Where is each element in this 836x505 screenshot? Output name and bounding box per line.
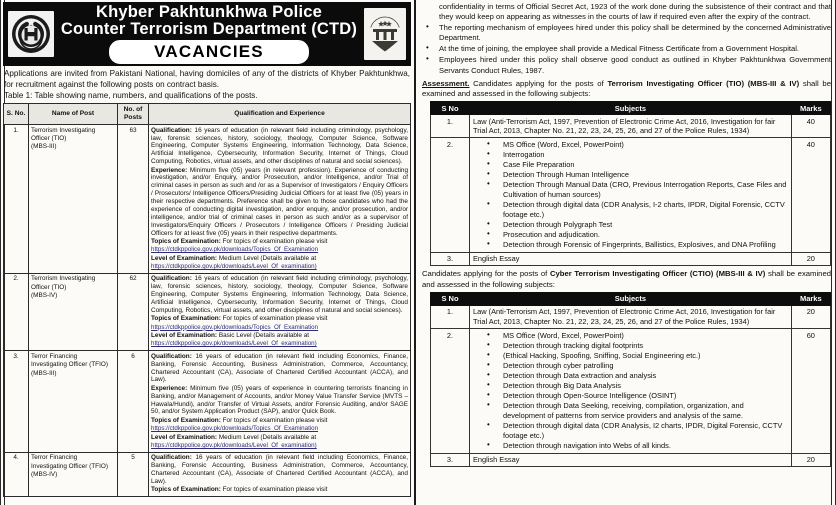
qualification-text: Qualification: 16 years of education (in relevant field including criminology, psychology, law, forensic sciences, history, sociology, theology, Computer Science, Software Engineering, Computer Systems Engineering, Information Technology, Data Science, Artificial Intelligence, Cybersecurity, Information Security, Internet of Things, Cloud Computing, Robotics, virtual assets, and other disciplines of natural and social sciences). bbox=[151, 275, 408, 314]
org-title-line2: Counter Terrorism Department (CTD) bbox=[60, 19, 358, 38]
level-label: Level of Examination: bbox=[151, 332, 218, 340]
topics-label: Topics of Examination: bbox=[151, 237, 221, 245]
intro-paragraph: Applications are invited from Pakistani National, having domiciles of any of the districts of Khyber Pakhtunkhwa, for recruitment against the following posts on contract basis. bbox=[4, 69, 410, 89]
tio-cell-sno: 2. bbox=[431, 138, 470, 252]
topics-text: Topics of Examination: For topics of examination please visit bbox=[151, 416, 328, 424]
tio-subject-bullet-item: • Detection Through Manual Data (CRO, Previous Interrogation Reports, Case Files and Cultivation of human sources) bbox=[473, 180, 788, 199]
post-name-line: Officer (TIO) bbox=[31, 135, 67, 143]
qualification-text: Qualification: 16 years of education (in relevant field including Economics, Finance, Banking, Forensic Accounting, Business Administration, Commerce, Accountancy, Chartered Accountant (CA), Associate of Chartered Certified Accountant (ACCA), and Law). bbox=[151, 454, 408, 485]
org-title-line1: Khyber Pakhtunkhwa Police bbox=[96, 3, 322, 22]
policy-bullet-item: • Employees hired under this policy shall observe good conduct as outlined in Khyber Pakhtunkhwa Government Servants Conduct Rules, 1987. bbox=[422, 55, 831, 75]
cell-name-of-post bbox=[29, 273, 118, 350]
assessment-intro-post: shall be examined and assessed in the following subjects: bbox=[422, 78, 831, 98]
tio-table-header-row bbox=[431, 102, 831, 115]
tio-cell-marks: 40 bbox=[791, 115, 830, 138]
table-row bbox=[431, 305, 831, 328]
tio-subject-bullet-item: • Detection through Forensic of Fingerprints, Ballistics, Explosives, and DNA Profiling bbox=[473, 240, 788, 250]
cell-sno: 3. bbox=[4, 351, 29, 453]
tio-col-header-sno: S No bbox=[431, 102, 470, 115]
table-row bbox=[4, 351, 411, 453]
post-name-line: Terror Financing bbox=[31, 454, 78, 462]
cell-no-of-posts: 63 bbox=[118, 125, 149, 274]
tio-cell-subject: Law (Anti-Terrorism Act, 1997, Prevention of Electronic Crime Act, 2016, Investigation for fair Trial Act, 2013, Chapter No. 21, 22, 23, 24, 25, 26, and 27 of the Police Rules, 1934) bbox=[470, 115, 792, 138]
ctio-subject-bullet-item: • Detection through Open-Source Intelligence (OSINT) bbox=[473, 391, 788, 401]
col-header-qualification: Qualification and Experience bbox=[149, 104, 411, 125]
cell-sno: 1. bbox=[4, 125, 29, 274]
ctio-subject-bullet-item: • Detection through cyber patrolling bbox=[473, 361, 788, 371]
col-header-sno: S. No. bbox=[4, 104, 29, 125]
topics-label: Topics of Examination: bbox=[151, 416, 221, 424]
ctio-cell-sno: 2. bbox=[431, 329, 470, 454]
topics-label: Topics of Examination: bbox=[151, 315, 221, 323]
tio-col-header-subjects: Subjects bbox=[470, 102, 792, 115]
post-name-line: Investigating Officer (TFIO) bbox=[31, 361, 108, 369]
tio-cell-subject bbox=[470, 138, 792, 252]
level-text: Level of Examination: Medium Level (Details available at bbox=[151, 433, 317, 441]
ctio-subject-bullet-item: • Detection through navigation into Webs of all kinds. bbox=[473, 441, 788, 451]
experience-label: Experience: bbox=[151, 384, 188, 392]
ctio-subject-bullet-item: • (Ethical Hacking, Spoofing, Sniffing, Social Engineering etc.) bbox=[473, 351, 788, 361]
ctio-intro-pre: Candidates applying for the posts of bbox=[422, 269, 550, 279]
level-label: Level of Examination: bbox=[151, 433, 218, 441]
experience-label: Experience: bbox=[151, 166, 188, 174]
tio-subject-bullet-item: • Interrogation bbox=[473, 150, 788, 160]
assessment-label: Assessment. bbox=[422, 78, 470, 88]
ctio-subject-bullet-item: • Detection through Data Seeking, receiving, compilation, organization, and development of patterns from service providers and analysis of the same. bbox=[473, 401, 788, 420]
vacancy-table-header-row bbox=[4, 104, 411, 125]
tio-cell-sno: 3. bbox=[431, 252, 470, 266]
masthead-titles bbox=[54, 4, 364, 64]
tio-subject-bullet-item: • Case File Preparation bbox=[473, 160, 788, 170]
experience-text: Experience: Minimum five (05) years of experience in countering terrorists financing in Banking, and/or Management of Accounts, and/or Money Value Transfer Service (MVTS – Hawala/Hundi), and/or Transfer of Virtual Assets, and/or Forensic Auditing, and/or SAGE 50, and/or System Application Product (SAP), and/or Quick Book. bbox=[151, 384, 408, 416]
ctio-cell-sno: 3. bbox=[431, 453, 470, 467]
cell-name-of-post bbox=[29, 351, 118, 453]
post-name-line: Terrorism Investigating bbox=[31, 126, 96, 134]
right-column bbox=[416, 0, 836, 505]
post-name-line: Investigating Officer (TFIO) bbox=[31, 462, 108, 470]
qualification-label: Qualification: bbox=[151, 352, 192, 360]
post-name-line: (MBS-III) bbox=[31, 143, 57, 151]
level-of-examination-link[interactable]: https://ctdkppolice.gov.pk/downloads/Level_Of_examination) bbox=[151, 340, 317, 348]
ctd-crest-logo-icon bbox=[364, 8, 406, 60]
table-row bbox=[4, 273, 411, 350]
ctio-subject-bullet-item: • Detection through tracking digital footprints bbox=[473, 341, 788, 351]
ctio-cell-marks: 20 bbox=[791, 305, 830, 328]
masthead bbox=[3, 2, 411, 66]
post-name-line: Terror Financing bbox=[31, 352, 78, 360]
table-row bbox=[431, 252, 831, 266]
cell-name-of-post bbox=[29, 452, 118, 496]
topics-label: Topics of Examination: bbox=[151, 486, 221, 494]
topics-of-examination-link[interactable]: https://ctdkppolice.gov.pk/downloads/Topics_Of_Examination bbox=[151, 323, 319, 331]
qualification-label: Qualification: bbox=[151, 126, 192, 134]
kp-police-logo-icon bbox=[8, 11, 54, 57]
level-text: Level of Examination: Basic Level (Details available at bbox=[151, 332, 310, 340]
col-header-name-of-post: Name of Post bbox=[29, 104, 118, 125]
ctio-subjects-table bbox=[430, 292, 831, 467]
ctio-subject-bullet-item: • Detection through Data extraction and analysis bbox=[473, 371, 788, 381]
table-row bbox=[4, 125, 411, 274]
ctio-intro bbox=[422, 269, 831, 289]
policy-bullet-item: • The reporting mechanism of employees hired under this policy shall be determined by the concerned Administrative Department. bbox=[422, 23, 831, 43]
level-of-examination-link[interactable]: https://ctdkppolice.gov.pk/downloads/Level_Of_examination) bbox=[151, 263, 317, 271]
left-column bbox=[0, 0, 416, 505]
post-name-line: (MBS-III) bbox=[31, 369, 57, 377]
ctio-subject-bullet-list bbox=[473, 331, 788, 451]
policy-bullet-list bbox=[422, 23, 831, 75]
tio-cell-subject: English Essay bbox=[470, 252, 792, 266]
experience-text: Experience: Minimum five (05) years (in relevant profession). Experience of conducting investigation, and/or Enquiry, and/or Prosecution, and/or Intelligence, and/or Trial of criminal cases in person as such and /or as a Supervisor of Investigators / Enquiry Officers / Prosecutors/ Intelligence Officers/Presiding Judicial Officers for at least five (05) years in their respective departments. Preference shall be given to those candidates who had the experience of conducting digital investigation, and/or enquiry, and/or prosecution, and/or intelligence, and/or trial of criminal cases in person as such and/or as a supervisor of Investigators/Enquiry Officers / Prosecutors / Intelligence Officers / Presiding Judicial Officers for at least five (05) years in their respective departments. bbox=[151, 166, 408, 237]
topics-of-examination-link[interactable]: https://ctdkppolice.gov.pk/downloads/Topics_Of_Examination bbox=[151, 425, 319, 433]
col-header-no-of-posts: No. of Posts bbox=[118, 104, 149, 125]
tio-col-header-marks: Marks bbox=[791, 102, 830, 115]
ctio-intro-bold: Cyber Terrorism Investigating Officer (CTIO) (MBS-III & IV) bbox=[549, 269, 766, 279]
table-row bbox=[431, 138, 831, 252]
tio-cell-marks: 40 bbox=[791, 138, 830, 252]
qualification-text: Qualification: 16 years of education (in relevant field including criminology, psychology, law, forensic sciences, history, sociology, theology, Computer Science, Software Engineering, Computer Systems Engineering, Information Technology, Data Science, Artificial Intelligence, Cybersecurity, Information Security, Internet of Things, Cloud Computing, Robotics, virtual assets, and other disciplines of natural and social sciences). bbox=[151, 126, 408, 166]
policy-bullet-item: • At the time of joining, the employee shall provide a Medical Fitness Certificate from a Government Hospital. bbox=[422, 44, 831, 54]
assessment-intro bbox=[422, 79, 831, 99]
cell-sno: 2. bbox=[4, 273, 29, 350]
tio-subject-bullet-item: • Prosecution and adjudication. bbox=[473, 230, 788, 240]
topics-of-examination-link[interactable]: https://ctdkppolice.gov.pk/downloads/Topics_Of_Examination bbox=[151, 246, 319, 254]
qualification-label: Qualification: bbox=[151, 454, 192, 462]
vacancies-banner: VACANCIES bbox=[109, 40, 309, 64]
tio-subjects-table bbox=[430, 101, 831, 266]
tio-cell-sno: 1. bbox=[431, 115, 470, 138]
ctio-intro-post: shall be examined and assessed in the following subjects: bbox=[422, 269, 831, 289]
assessment-intro-pre: Candidates applying for the posts of bbox=[473, 78, 608, 88]
cell-no-of-posts: 5 bbox=[118, 452, 149, 496]
cell-no-of-posts: 62 bbox=[118, 273, 149, 350]
ctio-subject-bullet-item: • MS Office (Word, Excel, PowerPoint) bbox=[473, 331, 788, 341]
ctio-subject-bullet-item: • Detection through Big Data Analysis bbox=[473, 381, 788, 391]
ctio-table-header-row bbox=[431, 292, 831, 305]
cell-qualification-experience bbox=[149, 452, 411, 496]
topics-text: Topics of Examination: For topics of examination please visit bbox=[151, 486, 328, 494]
cell-qualification-experience bbox=[149, 273, 411, 350]
table-caption: Table 1: Table showing name, numbers, and qualifications of the posts. bbox=[4, 91, 258, 101]
post-name-line: (MBS-IV) bbox=[31, 292, 58, 300]
qualification-text: Qualification: 16 years of education (in relevant field including Economics, Finance, Banking, Forensic Accounting, Business Administration, Commerce, Accountancy, Chartered Accountant (CA), Associate of Chartered Certified Accountant (ACCA), and Law). bbox=[151, 352, 408, 384]
ctio-col-header-sno: S No bbox=[431, 292, 470, 305]
ctio-cell-subject bbox=[470, 329, 792, 454]
tio-subject-bullet-list bbox=[473, 140, 788, 250]
post-name-line: Terrorism Investigating bbox=[31, 275, 96, 283]
vacancy-table bbox=[3, 103, 411, 497]
tio-subject-bullet-item: • Detection through Polygraph Test bbox=[473, 220, 788, 230]
qualification-label: Qualification: bbox=[151, 275, 192, 283]
cell-qualification-experience bbox=[149, 125, 411, 274]
ctio-cell-subject: Law (Anti-Terrorism Act, 1997, Prevention of Electronic Crime Act, 2016, Investigation for fair Trial Act, 2013, Chapter No. 21, 22, 23, 24, 25, 26, and 27 of the Police Rules, 1934) bbox=[470, 305, 792, 328]
post-name-line: (MBS-IV) bbox=[31, 471, 58, 479]
level-label: Level of Examination: bbox=[151, 254, 218, 262]
post-name-line: Officer (TIO) bbox=[31, 283, 67, 291]
cell-sno: 4. bbox=[4, 452, 29, 496]
level-text: Level of Examination: Medium Level (Details available at bbox=[151, 254, 317, 262]
intro-text bbox=[4, 69, 410, 102]
cell-name-of-post bbox=[29, 125, 118, 274]
table-row bbox=[431, 329, 831, 454]
policy-continued-text: confidentiality in terms of Official Secret Act, 1923 of the work done during the subsistence of their contract and that they would keep on appearing as witnesses in the courts of law if required even after the expiry of the contract. bbox=[439, 2, 831, 22]
ctio-cell-sno: 1. bbox=[431, 305, 470, 328]
table-row bbox=[4, 452, 411, 496]
ctio-cell-marks: 60 bbox=[791, 329, 830, 454]
assessment-intro-bold: Terrorism Investigating Officer (TIO) (MBS-III & IV) bbox=[607, 78, 800, 88]
table-row bbox=[431, 115, 831, 138]
topics-text: Topics of Examination: For topics of examination please visit bbox=[151, 237, 328, 245]
ctio-cell-subject: English Essay bbox=[470, 453, 792, 467]
tio-subject-bullet-item: • MS Office (Word, Excel, PowerPoint) bbox=[473, 140, 788, 150]
ctio-col-header-marks: Marks bbox=[791, 292, 830, 305]
cell-qualification-experience bbox=[149, 351, 411, 453]
cell-no-of-posts: 6 bbox=[118, 351, 149, 453]
tio-subject-bullet-item: • Detection Through Human Intelligence bbox=[473, 170, 788, 180]
tio-cell-marks: 20 bbox=[791, 252, 830, 266]
topics-text: Topics of Examination: For topics of examination please visit bbox=[151, 315, 328, 323]
table-row bbox=[431, 453, 831, 467]
tio-subject-bullet-item: • Detection through digital data (CDR Analysis, I-2 charts, IPDR, Digital Forensic, CCTV footage etc.) bbox=[473, 200, 788, 219]
level-of-examination-link[interactable]: https://ctdkppolice.gov.pk/downloads/Level_Of_examination) bbox=[151, 441, 317, 449]
ctio-cell-marks: 20 bbox=[791, 453, 830, 467]
ctio-subject-bullet-item: • Detection through digital data (CDR Analysis, I2 charts, IPDR, Digital Forensic, CCTV footage etc.) bbox=[473, 421, 788, 440]
ctio-col-header-subjects: Subjects bbox=[470, 292, 792, 305]
